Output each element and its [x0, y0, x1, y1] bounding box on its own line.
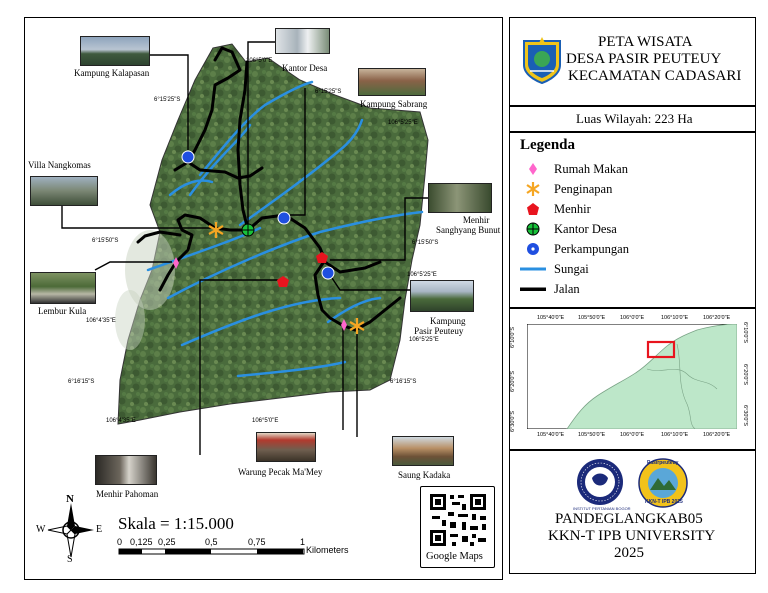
label-kampung-kalapasan: Kampung Kalapasan — [74, 68, 150, 78]
inset-coord-bottom: 105°40'0"E — [537, 432, 565, 438]
orange-asterisk-icon — [525, 181, 541, 197]
label-menhir-pahoman: Menhir Pahoman — [96, 489, 159, 499]
area-text: Luas Wilayah: 223 Ha — [576, 111, 693, 126]
inset-coord-right: 6°10'0"S — [742, 322, 748, 344]
label-sanghyang-line: Sanghyang Bunut — [436, 225, 501, 235]
map-coord: 106°5'25"E — [407, 272, 437, 278]
ipb-logo-text: INSTITUT PERTANIAN BOGOR — [573, 506, 631, 511]
inset-coord-top: 105°40'0"E — [537, 315, 565, 321]
compass-w: W — [36, 524, 46, 535]
inset-coord-top: 106°10'0"E — [661, 315, 689, 321]
inset-coord-bottom: 106°0'0"E — [620, 432, 645, 438]
ipb-logo-icon — [576, 458, 624, 506]
title-line3: KECAMATAN CADASARI — [568, 68, 742, 84]
label-warung-pecak: Warung Pecak Ma'Mey — [238, 467, 323, 477]
photo-warung-pecak — [256, 432, 316, 462]
kkn-logo-top-text: Pasirpeuteuy — [647, 460, 679, 466]
scale-tick: 0 — [117, 537, 123, 547]
compass-s: S — [67, 554, 73, 565]
inset-coord-left: 6°30'0"S — [510, 410, 516, 432]
map-coord: 6°16'15"S — [68, 379, 95, 385]
footer-line2: KKN-T IPB UNIVERSITY — [548, 528, 716, 544]
legend-label: Kantor Desa — [554, 221, 617, 236]
inset-coord-bottom: 106°20'0"E — [703, 432, 731, 438]
scale-tick: 0,75 — [248, 537, 266, 547]
legend-label: Penginapan — [554, 181, 613, 196]
map-coord: 106°5'25"E — [388, 120, 418, 126]
map-coord: 6°15'25"S — [154, 97, 181, 103]
inset-coord-top: 106°0'0"E — [620, 315, 645, 321]
compass-n: N — [66, 493, 74, 505]
blue-dot-icon — [526, 242, 540, 256]
perkampungan-marker — [278, 212, 290, 224]
photo-kampung-kalapasan — [80, 36, 150, 66]
inset-coord-left: 6°20'0"S — [510, 370, 516, 392]
black-line-icon — [520, 286, 546, 292]
photo-kantor-desa — [275, 28, 330, 54]
photo-menhir-pahoman — [95, 455, 157, 485]
inset-coord-right: 6°30'0"S — [742, 405, 748, 427]
map-coord: 6°16'15"S — [390, 379, 417, 385]
legend-item-kantor-desa — [520, 220, 617, 238]
scale-tick: 0,5 — [205, 537, 218, 547]
legend-label: Rumah Makan — [554, 161, 628, 176]
scale-unit: Kilometers — [306, 545, 349, 555]
photo-kampung-sabrang — [358, 68, 426, 96]
compass-e: E — [96, 524, 103, 535]
north-arrow-e — [71, 526, 94, 534]
map-coord: 106°4'35"E — [86, 318, 116, 324]
title-line1: PETA WISATA — [598, 34, 693, 50]
legend-item-penginapan — [520, 180, 612, 198]
pink-diamond-icon — [528, 162, 538, 176]
photo-kampung-pasir-peuteuy — [410, 280, 474, 312]
qr-caption: Google Maps — [426, 551, 483, 562]
photo-menhir-sanghyang — [428, 183, 492, 213]
inset-coord-top: 105°50'0"E — [578, 315, 606, 321]
photo-lembur-kula — [30, 272, 96, 304]
map-coord: 6°15'50"S — [412, 240, 439, 246]
legend-heading: Legenda — [520, 137, 576, 153]
legend-label: Menhir — [554, 201, 591, 216]
inset-coord-top: 106°20'0"E — [703, 315, 731, 321]
label-menhir-line: Menhir — [462, 215, 490, 225]
inset-coord-left: 6°10'0"S — [510, 326, 516, 348]
inset-coord-bottom: 105°50'0"E — [578, 432, 606, 438]
blue-line-icon — [520, 266, 546, 272]
label-kampung-sabrang: Kampung Sabrang — [360, 99, 428, 109]
photo-saung-kadaka — [392, 436, 454, 466]
scale-tick: 0,25 — [158, 537, 176, 547]
legend-item-menhir — [520, 200, 591, 218]
title-line2: DESA PASIR PEUTEUY — [566, 51, 722, 67]
label-kampung-pasir-peuteuy — [412, 316, 466, 336]
label-villa-nangkomas: Villa Nangkomas — [28, 160, 91, 170]
legend-label: Jalan — [554, 281, 580, 296]
haze-area — [115, 290, 145, 350]
legend-item-perkampungan — [520, 240, 629, 258]
label-kantor-desa: Kantor Desa — [282, 63, 328, 73]
map-coord: 6°15'50"S — [92, 238, 119, 244]
scale-text: Skala = 1:15.000 — [118, 514, 234, 533]
qr-code-icon[interactable] — [428, 492, 488, 548]
legend-item-sungai — [520, 260, 589, 278]
label-menhir-sanghyang — [436, 215, 500, 235]
legend-label: Perkampungan — [554, 241, 629, 256]
map-coord: 106°4'35"E — [106, 418, 136, 424]
photo-villa-nangkomas — [30, 176, 98, 206]
map-coord: 106°5'0"E — [252, 418, 279, 424]
north-arrow-s — [67, 530, 75, 557]
label-kampung-line: Kampung — [430, 316, 466, 326]
perkampungan-marker — [322, 267, 334, 279]
scale-tick: 1 — [300, 537, 306, 547]
footer-line3: 2025 — [614, 545, 644, 561]
inset-coord-bottom: 106°10'0"E — [661, 432, 689, 438]
inset-coord-right: 6°20'0"S — [742, 364, 748, 386]
legend-item-jalan — [520, 280, 580, 298]
map-coord: 106°5'25"E — [409, 337, 439, 343]
pandeglang-emblem-icon — [520, 35, 564, 85]
kkn-logo-bottom-text: KKN-T IPB 2025 — [645, 499, 683, 505]
label-saung-kadaka: Saung Kadaka — [398, 470, 451, 480]
inset-location-map — [527, 324, 737, 429]
map-coord: 6°15'25"S — [315, 89, 342, 95]
footer-line1: PANDEGLANGKAB05 — [555, 511, 703, 527]
map-coord: 106°5'0"E — [246, 58, 273, 64]
green-crosshair-icon — [526, 222, 540, 236]
legend-label: Sungai — [554, 261, 589, 276]
scale-tick: 0,125 — [130, 537, 153, 547]
legend-item-rumah-makan — [520, 160, 628, 178]
north-arrow-n — [67, 503, 75, 530]
label-lembur-kula: Lembur Kula — [38, 306, 87, 316]
north-arrow-w — [48, 526, 71, 534]
scale-bar — [118, 548, 308, 556]
label-pasir-line: Pasir Peuteuy — [414, 326, 464, 336]
perkampungan-marker — [182, 151, 194, 163]
red-pentagon-icon — [526, 202, 540, 216]
